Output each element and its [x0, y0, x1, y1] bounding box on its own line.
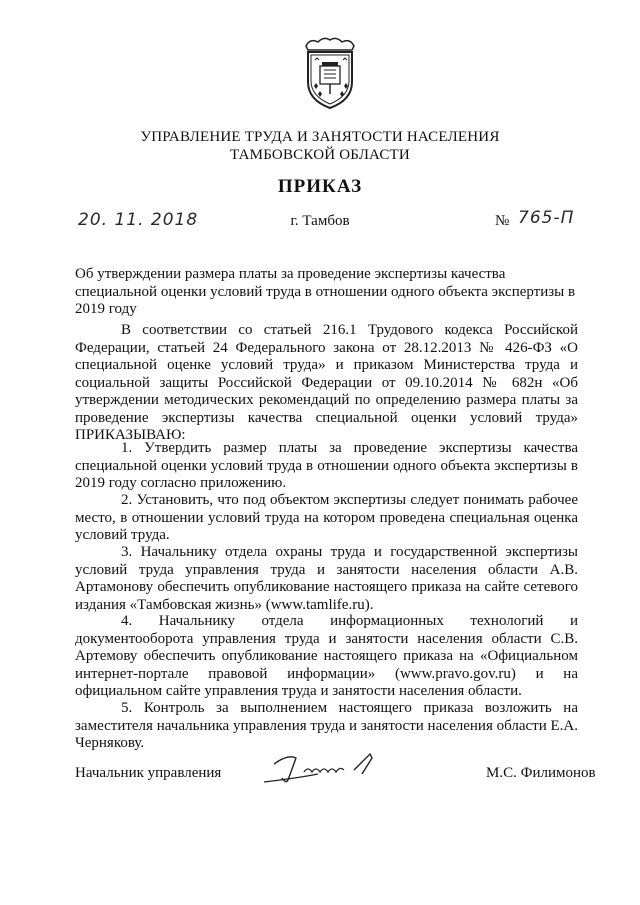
organization-name-line2: ТАМБОВСКОЙ ОБЛАСТИ — [230, 147, 410, 163]
order-item-3: 3. Начальнику отдела охраны труда и государственной экспертизы условий труда управления труда и занятости населения области А.В. Артамонову обеспечить опубликование настоящего приказа на сайте сетевого издания «Тамбовская жизнь» (www.tamlife.ru). — [75, 544, 578, 613]
handwritten-number: 765-П — [518, 208, 575, 228]
handwritten-signature — [258, 748, 388, 788]
handwritten-date: 20. 11. 2018 — [78, 210, 199, 230]
coat-of-arms-emblem — [300, 36, 360, 110]
order-subject: Об утверждении размера платы за проведение экспертизы качества специальной оценки условий труда в отношении одного объекта экспертизы в 2019 году — [75, 266, 576, 317]
signatory-position: Начальник управления — [75, 765, 222, 781]
city-label: г. Тамбов — [290, 213, 350, 229]
document-title: ПРИКАЗ — [277, 176, 363, 197]
preamble-paragraph: В соответствии со статьей 216.1 Трудового кодекса Российской Федерации, статьей 24 Федерального закона от 28.12.2013 № 426-ФЗ «О специальной оценке условий труда» и приказом Министерства труда и социальной защиты Российской Федерации от 09.10.2014 № 682н «Об утверждении методических рекомендаций по определению размера платы за проведение экспертизы качества специальной оценки условий труда» ПРИКАЗЫВАЮ: — [75, 322, 578, 443]
order-item-4: 4. Начальнику отдела информационных технологий и документооборота управления труда и занятости населения области С.В. Артемову обеспечить опубликование настоящего приказа на «Официальном интернет-портале правовой информации» (www.pravo.gov.ru) и на официальном сайте управления труда и занятости населения области. — [75, 613, 578, 699]
order-item-1: 1. Утвердить размер платы за проведение экспертизы качества специальной оценки условий труда в отношении одного объекта экспертизы в 2019 году согласно приложению. — [75, 440, 578, 491]
organization-name-line1: УПРАВЛЕНИЕ ТРУДА И ЗАНЯТОСТИ НАСЕЛЕНИЯ — [140, 129, 500, 145]
order-item-5: 5. Контроль за выполнением настоящего приказа возложить на заместителя начальника управления труда и занятости населения области Е.А. Чернякову. — [75, 700, 578, 751]
number-label: № — [495, 213, 510, 229]
order-item-2: 2. Установить, что под объектом экспертизы следует понимать рабочее место, в отношении условий труда на котором проведена специальная оценка условий труда. — [75, 492, 578, 543]
signatory-name: М.С. Филимонов — [486, 765, 596, 781]
